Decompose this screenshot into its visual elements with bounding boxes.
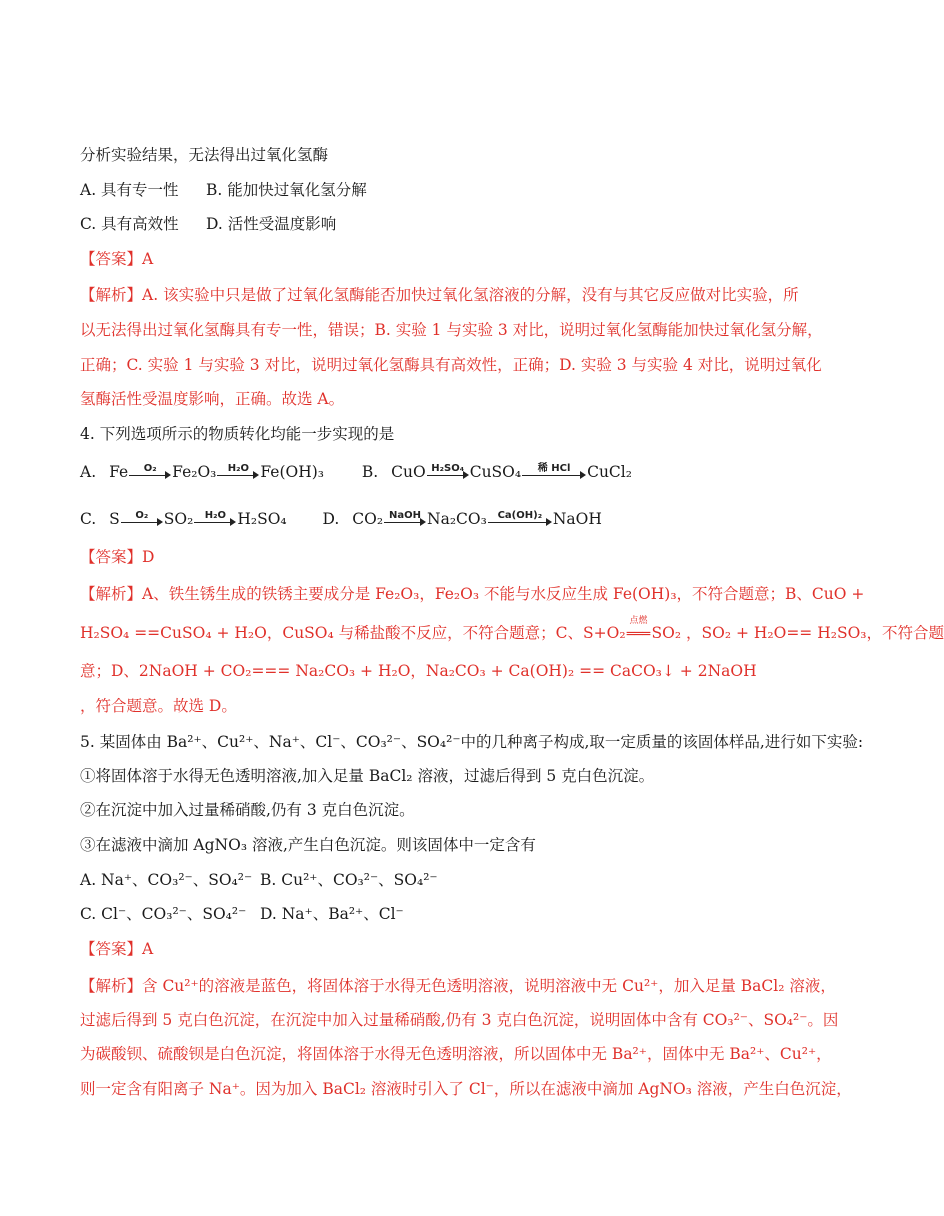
q4-b-cucl2: CuCl₂ (587, 463, 632, 481)
q5-step-1: ①将固体溶于水得无色透明溶液,加入足量 BaCl₂ 溶液，过滤后得到 5 克白色沉淀。 (80, 767, 655, 785)
arrow-label: H₂O (227, 463, 249, 474)
answer-value: A (142, 250, 154, 268)
q5-analysis-line-1 (80, 975, 836, 997)
reaction-arrow-icon (129, 465, 171, 481)
answer-label: 【答案】 (80, 940, 143, 958)
reaction-arrow-icon (121, 512, 163, 528)
q4-d-na2co3: Na₂CO₃ (427, 510, 487, 528)
q4-options-ab (80, 461, 784, 483)
q4-analysis-line-4: ，符合题意。故选 D。 (80, 697, 237, 715)
arrow-label: NaOH (389, 510, 422, 521)
q5-options-cd (80, 903, 784, 925)
q5-option-c: C. Cl⁻、CO₃²⁻、SO₄²⁻ (80, 905, 247, 923)
analysis-text: A. 该实验中只是做了过氧化氢酶能否加快过氧化氢溶液的分解，没有与其它反应做对比实验，所 (142, 286, 799, 304)
reaction-arrow-icon (217, 465, 259, 481)
q5-answer (80, 938, 784, 960)
q4-options-cd (80, 508, 784, 530)
q3-option-b: B. 能加快过氧化氢分解 (206, 181, 367, 199)
q3-option-d: D. 活性受温度影响 (206, 215, 337, 233)
q5-step-2: ②在沉淀中加入过量稀硝酸,仍有 3 克白色沉淀。 (80, 801, 415, 819)
q3-analysis-line-1 (80, 284, 799, 306)
q4-stem: 4. 下列选项所示的物质转化均能一步实现的是 (80, 425, 395, 443)
q4-c-s: S (109, 510, 120, 528)
reaction-arrow-icon (384, 512, 426, 528)
q3-answer (80, 248, 784, 270)
answer-label: 【答案】 (80, 250, 143, 268)
arrow-label: H₂O (204, 510, 226, 521)
q4-a-fe2o3: Fe₂O₃ (172, 463, 217, 481)
q3-analysis-line-2: 以无法得出过氧化氢酶具有专一性，错误；B. 实验 1 与实验 3 对比，说明过氧化氢酶能加快过氧化氢分解， (80, 321, 823, 339)
q5-analysis-line-2: 过滤后得到 5 克白色沉淀，在沉淀中加入过量稀硝酸,仍有 3 克白色沉淀，说明固体中含有 CO₃²⁻、SO₄²⁻。因 (80, 1011, 839, 1029)
analysis-text: H₂SO₄ ==CuSO₄ + H₂O，CuSO₄ 与稀盐酸不反应，不符合题意；C、S+O₂ (80, 624, 626, 642)
q3-options-ab (80, 179, 784, 201)
analysis-text: 含 Cu²⁺的溶液是蓝色，将固体溶于水得无色透明溶液，说明溶液中无 Cu²⁺，加入足量 BaCl₂ 溶液， (142, 977, 836, 995)
reaction-arrow-icon (427, 465, 469, 481)
q5-option-b: B. Cu²⁺、CO₃²⁻、SO₄²⁻ (260, 871, 438, 889)
q4-b-cuo: CuO (391, 463, 426, 481)
q4-answer (80, 546, 784, 568)
answer-label: 【答案】 (80, 548, 143, 566)
q4-option-d-label: D. (322, 510, 340, 528)
reaction-arrow-icon (522, 465, 586, 481)
ignite-condition: 点燃 ═══ (626, 622, 652, 646)
q4-a-feoh3: Fe(OH)₃ (260, 463, 324, 481)
q5-option-a: A. Na⁺、CO₃²⁻、SO₄²⁻ (80, 871, 253, 889)
analysis-text: A、铁生锈生成的铁锈主要成分是 Fe₂O₃，Fe₂O₃ 不能与水反应生成 Fe(OH)₃，不符合题意；B、CuO + (142, 585, 865, 603)
arrow-label: Ca(OH)₂ (497, 510, 543, 521)
q4-option-a-label: A. (80, 463, 97, 481)
analysis-text: SO₂ ，SO₂ + H₂O== H₂SO₃，不符合题 (651, 624, 944, 642)
arrow-label: 稀 HCl (537, 463, 571, 474)
reaction-arrow-icon (194, 512, 236, 528)
q4-analysis-line-2 (80, 616, 944, 646)
q4-d-co2: CO₂ (352, 510, 384, 528)
q5-option-d: D. Na⁺、Ba²⁺、Cl⁻ (260, 905, 404, 923)
q5-step-3: ③在滤液中滴加 AgNO₃ 溶液,产生白色沉淀。则该固体中一定含有 (80, 836, 536, 854)
q4-c-so2: SO₂ (163, 510, 194, 528)
q4-option-c-label: C. (80, 510, 97, 528)
q3-analysis-line-3: 正确；C. 实验 1 与实验 3 对比，说明过氧化氢酶具有高效性，正确；D. 实验 3 与实验 4 对比，说明过氧化 (80, 356, 822, 374)
q3-options-cd (80, 213, 784, 235)
analysis-label: 【解析】 (80, 977, 143, 995)
reaction-arrow-icon (488, 512, 552, 528)
q4-option-b-label: B. (361, 463, 379, 481)
intro-text: 分析实验结果，无法得出过氧化氢酶 (80, 146, 329, 164)
q5-options-ab (80, 869, 784, 891)
analysis-label: 【解析】 (80, 585, 143, 603)
answer-value: A (142, 940, 154, 958)
q3-analysis-line-4: 氢酶活性受温度影响，正确。故选 A。 (80, 390, 345, 408)
q5-stem: 5. 某固体由 Ba²⁺、Cu²⁺、Na⁺、Cl⁻、CO₃²⁻、SO₄²⁻中的几种离子构成,取一定质量的该固体样品,进行如下实验: (80, 733, 864, 751)
q4-c-h2so4: H₂SO₄ (237, 510, 287, 528)
q4-d-naoh: NaOH (552, 510, 602, 528)
answer-value: D (142, 548, 155, 566)
ignite-label: 点燃 (629, 616, 648, 626)
arrow-label: O₂ (135, 510, 149, 521)
analysis-label: 【解析】 (80, 286, 143, 304)
arrow-label: H₂SO₄ (431, 463, 465, 474)
arrow-label: O₂ (143, 463, 157, 474)
q3-option-c: C. 具有高效性 (80, 215, 179, 233)
q4-a-fe: Fe (109, 463, 129, 481)
q5-analysis-line-4: 则一定含有阳离子 Na⁺。因为加入 BaCl₂ 溶液时引入了 Cl⁻，所以在滤液中滴加 AgNO₃ 溶液，产生白色沉淀， (80, 1080, 852, 1098)
q5-analysis-line-3: 为碳酸钡、硫酸钡是白色沉淀，将固体溶于水得无色透明溶液，所以固体中无 Ba²⁺，固体中无 Ba²⁺、Cu²⁺， (80, 1045, 832, 1063)
q4-analysis-line-3: 意；D、2NaOH + CO₂=== Na₂CO₃ + H₂O，Na₂CO₃ + Ca(OH)₂ == CaCO₃↓ + 2NaOH (80, 662, 757, 680)
q3-option-a: A. 具有专一性 (80, 181, 179, 199)
q4-analysis-line-1 (80, 583, 865, 605)
q4-b-cuso4: CuSO₄ (469, 463, 522, 481)
